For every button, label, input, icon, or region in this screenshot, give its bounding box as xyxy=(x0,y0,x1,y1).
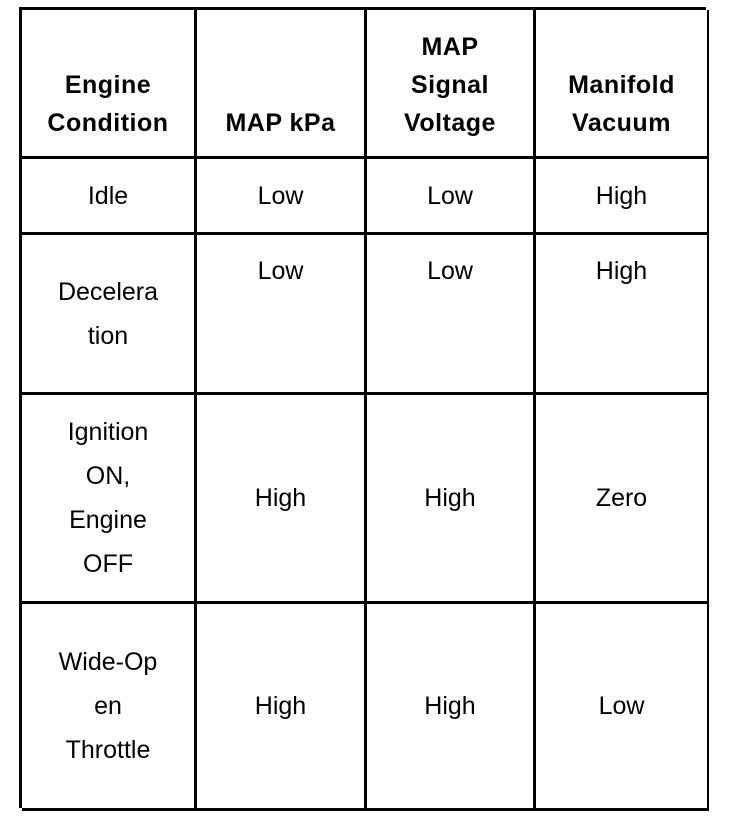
table-cell: High xyxy=(197,604,367,811)
table-cell: Low xyxy=(197,159,367,235)
header-map-kpa: MAP kPa xyxy=(197,10,367,159)
table-cell: Decelera tion xyxy=(22,235,197,395)
table-cell: High xyxy=(536,159,709,235)
table-cell: Low xyxy=(197,235,367,395)
table-cell: High xyxy=(367,395,536,604)
table-cell: High xyxy=(367,604,536,811)
header-engine-condition: Engine Condition xyxy=(22,10,197,159)
table-cell: Zero xyxy=(536,395,709,604)
table-cell: Wide-Op en Throttle xyxy=(22,604,197,811)
table-cell: High xyxy=(536,235,709,395)
table-grid xyxy=(19,7,706,808)
table-cell: Idle xyxy=(22,159,197,235)
table-cell: Low xyxy=(367,159,536,235)
table-cell: Ignition ON, Engine OFF xyxy=(22,395,197,604)
header-map-signal-voltage: MAP Signal Voltage xyxy=(367,10,536,159)
table-cell: Low xyxy=(367,235,536,395)
table-cell: Low xyxy=(536,604,709,811)
table-cell: High xyxy=(197,395,367,604)
map-sensor-table xyxy=(19,7,706,808)
header-manifold-vacuum: Manifold Vacuum xyxy=(536,10,709,159)
